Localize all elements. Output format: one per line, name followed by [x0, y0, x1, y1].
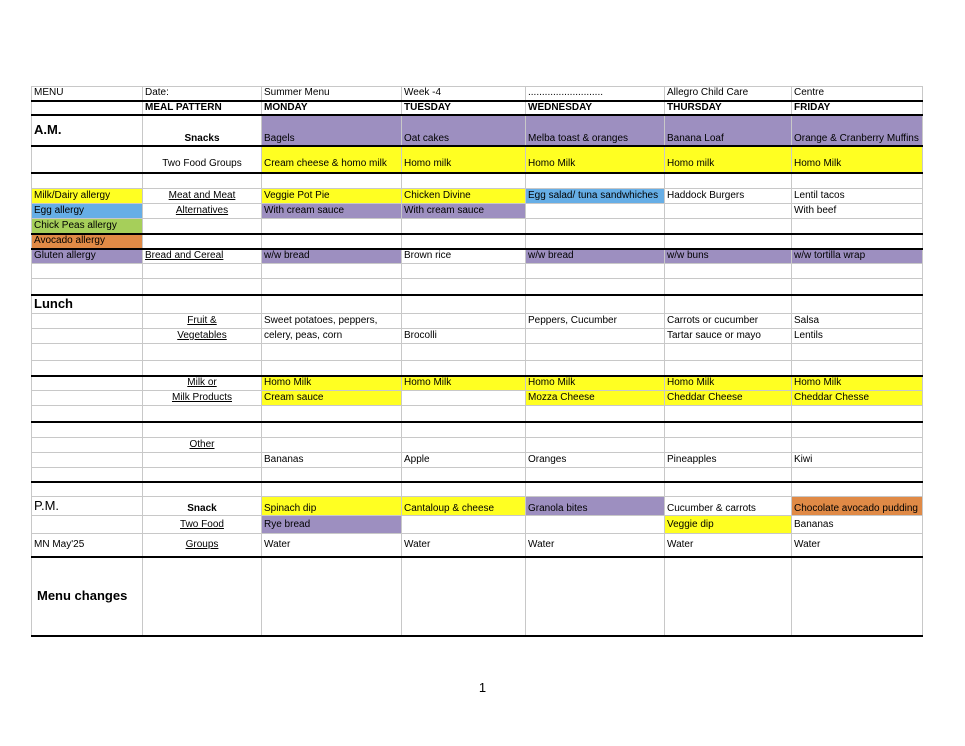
spacer-row	[32, 279, 923, 295]
spacer-row	[32, 422, 923, 438]
menu-changes-row	[32, 557, 923, 636]
dots-placeholder: ...........................	[526, 87, 665, 101]
menu-label: MENU	[32, 87, 143, 101]
vegetables-label: Vegetables	[143, 329, 262, 344]
fruit-row-2	[32, 329, 923, 344]
other-cell: Oranges	[526, 453, 665, 468]
fruit-label: Fruit &	[143, 314, 262, 329]
meat-row-1	[32, 189, 923, 204]
two-food-label: Two Food	[143, 516, 262, 534]
summer-menu-label: Summer Menu	[262, 87, 402, 101]
am-section-label: A.M.	[32, 115, 143, 146]
groups-label: Groups	[143, 534, 262, 557]
legend-row	[32, 234, 923, 249]
milk-cell: Cheddar Cheese	[665, 391, 792, 406]
other-cell: Kiwi	[792, 453, 923, 468]
monday-heading: MONDAY	[262, 101, 402, 115]
pm-section-label: P.M.	[32, 497, 143, 516]
legend-row	[32, 219, 923, 234]
milk-products-label: Milk Products	[143, 391, 262, 406]
fruit-cell: Salsa	[792, 314, 923, 329]
pm-food-cell	[526, 516, 665, 534]
other-label: Other	[143, 438, 262, 453]
milk-cell: Homo Milk	[526, 376, 665, 391]
chick-peas-allergy-legend: Chick Peas allergy	[32, 219, 143, 234]
bread-row	[32, 249, 923, 264]
empty-cell	[32, 101, 143, 115]
milk-dairy-allergy-legend: Milk/Dairy allergy	[32, 189, 143, 204]
menu-changes-label: Menu changes	[32, 557, 143, 636]
meat-cell: With cream sauce	[262, 204, 402, 219]
pm-snack-cell: Cantaloup & cheese	[402, 497, 526, 516]
meat-cell	[665, 204, 792, 219]
gluten-allergy-legend: Gluten allergy	[32, 249, 143, 264]
milk-or-label: Milk or	[143, 376, 262, 391]
bread-cell: Brown rice	[402, 249, 526, 264]
pm-snack-row	[32, 497, 923, 516]
lunch-section-label: Lunch	[32, 295, 143, 314]
fruit-cell: Tartar sauce or mayo	[665, 329, 792, 344]
pm-two-food-row	[32, 516, 923, 534]
am-food-cell: Homo Milk	[526, 146, 665, 173]
am-food-cell: Homo Milk	[792, 146, 923, 173]
spacer-row	[32, 482, 923, 497]
pm-food-cell: Bananas	[792, 516, 923, 534]
meat-label: Meat and Meat	[143, 189, 262, 204]
meat-cell: Egg salad/ tuna sandwhiches	[526, 189, 665, 204]
spacer-row	[32, 406, 923, 422]
pm-snack-cell: Spinach dip	[262, 497, 402, 516]
milk-cell	[402, 391, 526, 406]
thursday-heading: THURSDAY	[665, 101, 792, 115]
tuesday-heading: TUESDAY	[402, 101, 526, 115]
two-food-groups-label: Two Food Groups	[143, 146, 262, 173]
meat-row-2	[32, 204, 923, 219]
revision-note: MN May'25	[32, 534, 143, 557]
meat-cell: With beef	[792, 204, 923, 219]
pm-snack-label: Snack	[143, 497, 262, 516]
am-food-cell: Cream cheese & homo milk	[262, 146, 402, 173]
am-food-cell: Homo milk	[402, 146, 526, 173]
am-snack-cell: Melba toast & oranges	[526, 115, 665, 146]
spacer-row	[32, 344, 923, 361]
pm-food-cell: Veggie dip	[665, 516, 792, 534]
meat-cell: Veggie Pot Pie	[262, 189, 402, 204]
provider-name: Allegro Child Care	[665, 87, 792, 101]
other-row	[32, 453, 923, 468]
other-label-row	[32, 438, 923, 453]
am-two-food-row	[32, 146, 923, 173]
am-snack-cell: Orange & Cranberry Muffins	[792, 115, 923, 146]
bread-cell: w/w buns	[665, 249, 792, 264]
milk-cell: Cheddar Chesse	[792, 391, 923, 406]
milk-cell: Cream sauce	[262, 391, 402, 406]
other-cell: Bananas	[262, 453, 402, 468]
empty-cell	[32, 146, 143, 173]
milk-cell: Homo Milk	[402, 376, 526, 391]
header-row	[32, 87, 923, 101]
meat-cell: Haddock Burgers	[665, 189, 792, 204]
fruit-cell: Sweet potatoes, peppers,	[262, 314, 402, 329]
fruit-row-1	[32, 314, 923, 329]
week-label: Week -4	[402, 87, 526, 101]
date-label: Date:	[143, 87, 262, 101]
fruit-cell: Carrots or cucumber	[665, 314, 792, 329]
column-header-row	[32, 101, 923, 115]
meal-pattern-heading: MEAL PATTERN	[143, 101, 262, 115]
friday-heading: FRIDAY	[792, 101, 923, 115]
milk-cell: Homo Milk	[665, 376, 792, 391]
pm-food-cell: Rye bread	[262, 516, 402, 534]
bread-cereal-label: Bread and Cereal	[143, 249, 262, 264]
fruit-cell: Brocolli	[402, 329, 526, 344]
milk-row-2	[32, 391, 923, 406]
fruit-cell	[526, 329, 665, 344]
alternatives-label: Alternatives	[143, 204, 262, 219]
fruit-cell: Lentils	[792, 329, 923, 344]
meat-cell	[526, 204, 665, 219]
meat-cell: With cream sauce	[402, 204, 526, 219]
bread-cell: w/w bread	[526, 249, 665, 264]
pm-water-cell: Water	[402, 534, 526, 557]
other-cell: Pineapples	[665, 453, 792, 468]
bread-cell: w/w bread	[262, 249, 402, 264]
other-cell: Apple	[402, 453, 526, 468]
pm-water-cell: Water	[665, 534, 792, 557]
pm-snack-cell: Cucumber & carrots	[665, 497, 792, 516]
menu-table	[31, 86, 923, 637]
pm-water-cell: Water	[792, 534, 923, 557]
spacer-row	[32, 468, 923, 482]
milk-cell: Homo Milk	[262, 376, 402, 391]
egg-allergy-legend: Egg allergy	[32, 204, 143, 219]
fruit-cell: Peppers, Cucumber	[526, 314, 665, 329]
pm-snack-cell: Chocolate avocado pudding	[792, 497, 923, 516]
milk-row-1	[32, 376, 923, 391]
spacer-row	[32, 264, 923, 279]
spacer-row	[32, 361, 923, 376]
am-snack-cell: Bagels	[262, 115, 402, 146]
meat-cell: Chicken Divine	[402, 189, 526, 204]
pm-water-cell: Water	[262, 534, 402, 557]
meat-cell: Lentil tacos	[792, 189, 923, 204]
am-snack-cell: Banana Loaf	[665, 115, 792, 146]
am-food-cell: Homo milk	[665, 146, 792, 173]
am-snack-row	[32, 115, 923, 146]
snacks-label: Snacks	[143, 115, 262, 146]
wednesday-heading: WEDNESDAY	[526, 101, 665, 115]
spacer-row	[32, 173, 923, 189]
avocado-allergy-legend: Avocado allergy	[32, 234, 143, 249]
pm-food-cell	[402, 516, 526, 534]
pm-snack-cell: Granola bites	[526, 497, 665, 516]
centre-label: Centre	[792, 87, 923, 101]
milk-cell: Mozza Cheese	[526, 391, 665, 406]
am-snack-cell: Oat cakes	[402, 115, 526, 146]
bread-cell: w/w tortilla wrap	[792, 249, 923, 264]
pm-groups-row	[32, 534, 923, 557]
lunch-heading-row	[32, 295, 923, 314]
fruit-cell: celery, peas, corn	[262, 329, 402, 344]
milk-cell: Homo Milk	[792, 376, 923, 391]
fruit-cell	[402, 314, 526, 329]
pm-water-cell: Water	[526, 534, 665, 557]
page-number: 1	[478, 680, 487, 695]
